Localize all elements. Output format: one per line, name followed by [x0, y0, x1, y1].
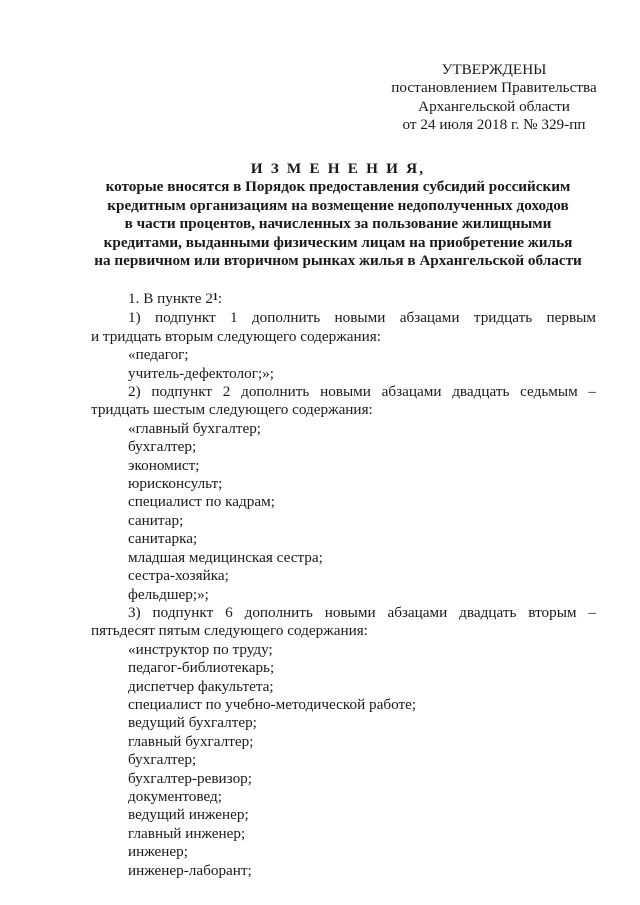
list-item: диспетчер факультета; — [128, 677, 274, 695]
list-item: главный инженер; — [128, 824, 246, 842]
heading-line: на первичном или вторичном рынках жилья в Архангельской области — [94, 252, 582, 270]
list-item: документовед; — [128, 787, 222, 805]
list-item: сестра-хозяйка; — [128, 567, 229, 585]
list-item: экономист; — [128, 456, 200, 474]
approval-line: Архангельской области — [418, 97, 570, 115]
footnote-sup: 1 — [212, 292, 218, 303]
document-heading — [60, 160, 616, 270]
list-item: инженер; — [128, 843, 188, 861]
list-item: специалист по кадрам; — [128, 493, 275, 511]
list-item: «педагог; — [128, 346, 189, 364]
heading-line: кредитным организациям на возмещение недополученных доходов — [107, 196, 569, 214]
list-item: педагог-библиотекарь; — [128, 659, 275, 677]
heading-line: кредитами, выданными физическим лицам на приобретение жилья — [103, 233, 573, 251]
approval-title: УТВЕРЖДЕНЫ — [441, 61, 547, 78]
heading-line: которые вносятся в Порядок предоставления субсидий российским — [105, 178, 571, 196]
list-item: специалист по учебно-методической работе; — [128, 695, 417, 713]
list-item: санитарка; — [128, 530, 198, 548]
list-item: бухгалтер; — [128, 751, 197, 769]
list-item: юрисконсульт; — [128, 475, 223, 493]
approval-date: от 24 июля 2018 г. № 329-пп — [402, 116, 586, 134]
list-item: ведущий инженер; — [128, 806, 249, 824]
list-item: младшая медицинская сестра; — [128, 548, 323, 566]
list-item: ведущий бухгалтер; — [128, 714, 257, 732]
list-item: главный бухгалтер; — [128, 732, 254, 750]
list-item: «главный бухгалтер; — [128, 419, 262, 437]
item-1-heading: 1. В пункте $2^1$: — [128, 290, 223, 307]
document-title: И З М Е Н Е Н И Я, — [250, 160, 426, 177]
subitem-1-line: и тридцать вторым следующего содержания: — [91, 327, 381, 345]
list-item: санитар; — [128, 511, 184, 529]
heading-line: в части процентов, начисленных за пользование жилищными — [124, 215, 552, 233]
subitem-2-line: 2) подпункт 2 дополнить новыми абзацами двадцать седьмым – — [128, 383, 596, 401]
list-item: учитель-дефектолог;»; — [128, 364, 274, 382]
list-item: фельдшер;»; — [128, 585, 209, 603]
subitem-1-line: 1) подпункт 1 дополнить новыми абзацами тридцать первым — [128, 309, 596, 327]
subitem-3-line: пятьдесят пятым следующего содержания: — [91, 622, 368, 640]
list-item: бухгалтер-ревизор; — [128, 769, 252, 787]
approval-block — [376, 61, 612, 135]
approval-line: постановлением Правительства — [391, 79, 597, 97]
list-item: бухгалтер; — [128, 438, 197, 456]
list-item: «инструктор по труду; — [128, 640, 273, 658]
subitem-3-line: 3) подпункт 6 дополнить новыми абзацами двадцать вторым – — [128, 603, 596, 621]
subitem-2-line: тридцать шестым следующего содержания: — [91, 401, 373, 419]
document-body — [91, 290, 596, 880]
list-item: инженер-лаборант; — [128, 861, 252, 879]
